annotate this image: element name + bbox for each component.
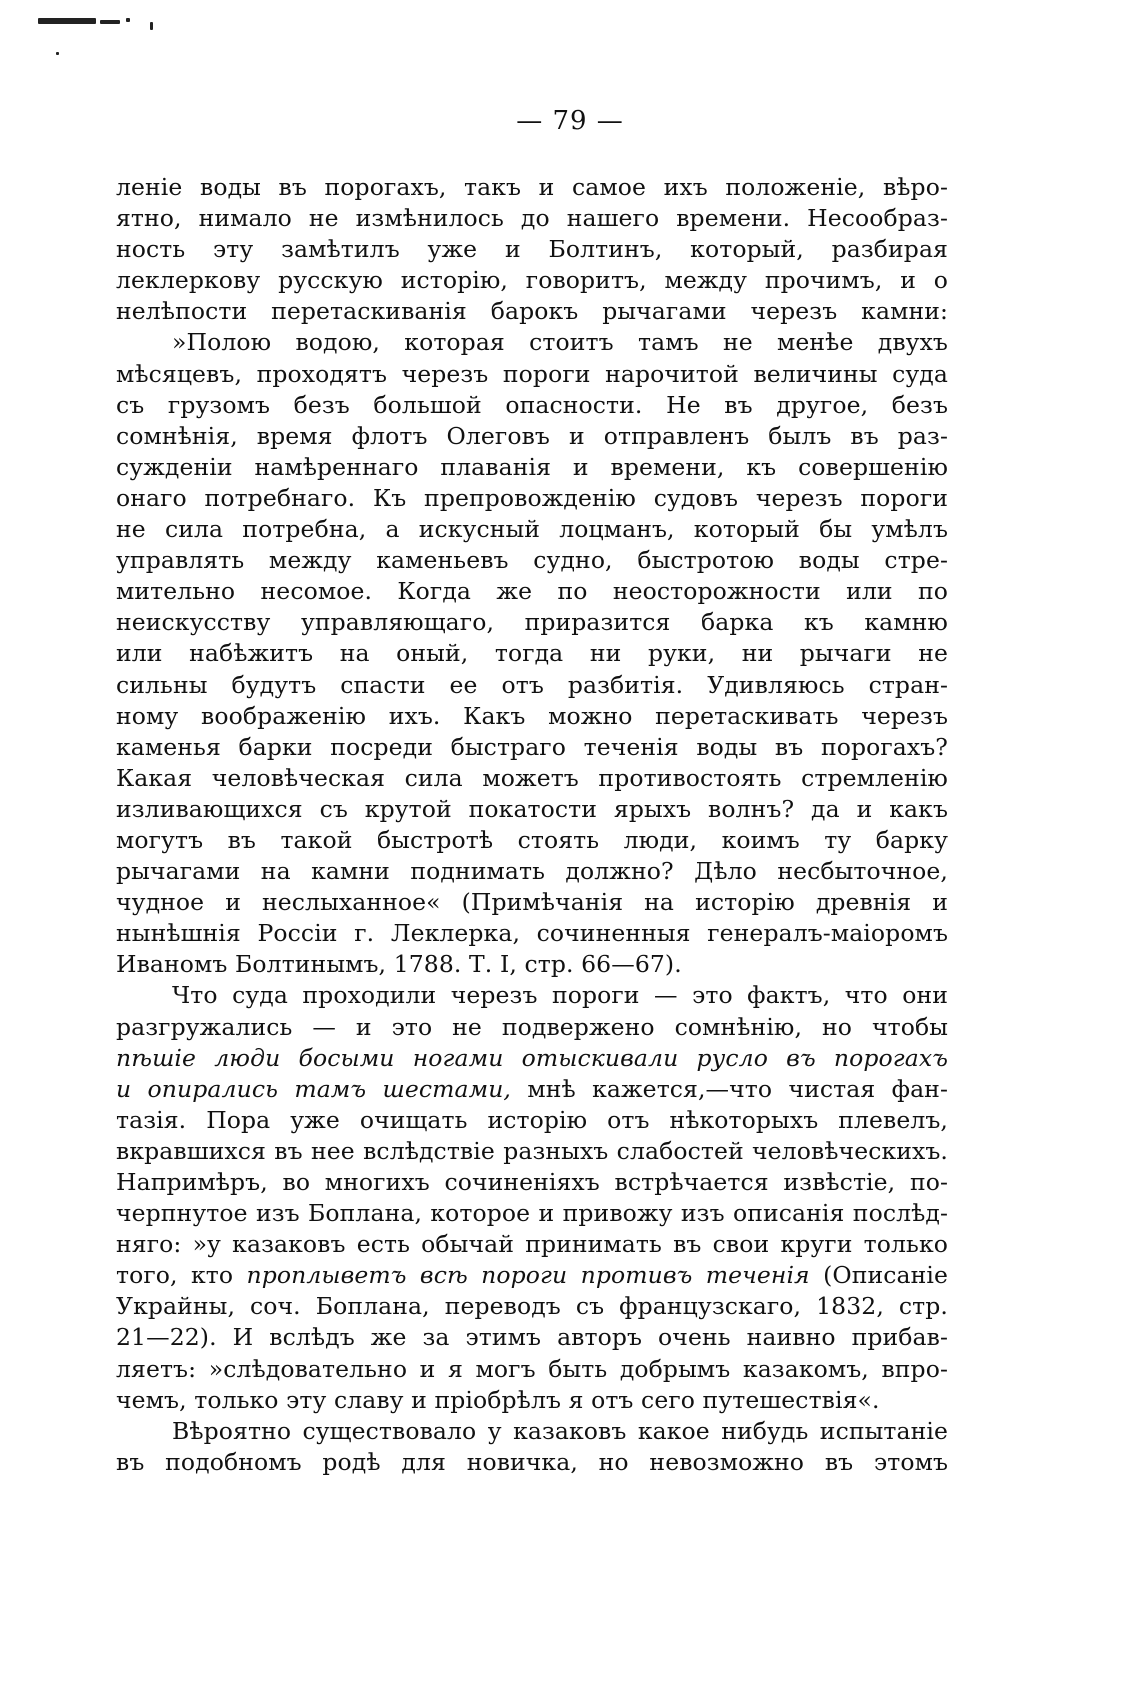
text-line xyxy=(116,514,948,545)
text-run: Иваномъ Болтинымъ, 1788. Т. I, стр. 66—67). xyxy=(116,950,682,979)
text-run: могутъ въ такой быстротѣ стоять люди, коимъ ту барку xyxy=(116,825,948,854)
text-line xyxy=(116,359,948,390)
text-line xyxy=(116,701,948,732)
text-line xyxy=(116,1167,948,1198)
text-run: Какая человѣческая сила можетъ противостоять стремленію xyxy=(116,763,948,792)
text-run: »Полою водою, которая стоитъ тамъ не менѣе двухъ xyxy=(172,328,948,357)
text-line xyxy=(116,856,948,887)
text-run: мнѣ кажется,—что чистая фан- xyxy=(511,1074,948,1103)
text-line xyxy=(116,1074,948,1105)
text-run: не сила потребна, а искусный лоцманъ, который бы умѣлъ xyxy=(116,515,948,544)
text-line xyxy=(116,1385,948,1416)
text-line xyxy=(116,296,948,327)
italic-text: пѣшіе люди босыми ногами отыскивали русло въ порогахъ xyxy=(116,1043,948,1072)
text-line xyxy=(116,390,948,421)
text-run: 21—22). И вслѣдъ же за этимъ авторъ очень наивно прибав- xyxy=(116,1323,948,1352)
text-run: Что суда проходили черезъ пороги — это фактъ, что они xyxy=(172,981,948,1010)
text-line xyxy=(116,980,948,1011)
text-run: ность эту замѣтилъ уже и Болтинъ, который, разбирая xyxy=(116,235,948,264)
text-line xyxy=(116,1447,948,1478)
text-run: чудное и неслыханное« (Примѣчанія на исторію древнія и xyxy=(116,888,948,917)
text-run: леніе воды въ порогахъ, такъ и самое ихъ положеніе, вѣро- xyxy=(116,173,948,201)
text-line xyxy=(116,421,948,452)
text-run: въ подобномъ родѣ для новичка, но невозможно въ этомъ xyxy=(116,1447,948,1476)
text-run: нынѣшнія Россіи г. Леклерка, сочиненныя генералъ-маіоромъ xyxy=(116,919,948,948)
scan-speck xyxy=(56,52,59,55)
text-line xyxy=(116,1105,948,1136)
text-line xyxy=(116,1291,948,1322)
text-run: мительно несомое. Когда же по неосторожности или по xyxy=(116,577,948,606)
text-line xyxy=(116,732,948,763)
text-run: ятно, нимало не измѣнилось до нашего времени. Несообраз- xyxy=(116,204,948,233)
text-line xyxy=(116,1043,948,1074)
text-run: нелѣпости перетаскиванія барокъ рычагами черезъ камни: xyxy=(116,297,948,326)
text-line xyxy=(116,1012,948,1043)
text-line xyxy=(116,949,948,980)
text-line xyxy=(116,576,948,607)
text-line xyxy=(116,203,948,234)
text-run: или набѣжитъ на оный, тогда ни руки, ни рычаги не xyxy=(116,639,948,668)
text-run: сомнѣнія, время флотъ Олеговъ и отправленъ былъ въ раз- xyxy=(116,421,948,450)
text-line xyxy=(116,545,948,576)
text-line xyxy=(116,483,948,514)
text-run: леклеркову русскую исторію, говоритъ, между прочимъ, и о xyxy=(116,266,948,295)
text-run: съ грузомъ безъ большой опасности. Не въ другое, безъ xyxy=(116,390,948,419)
text-line xyxy=(116,265,948,296)
text-run: рычагами на камни поднимать должно? Дѣло несбыточное, xyxy=(116,857,948,886)
text-run: изливающихся съ крутой покатости ярыхъ волнъ? да и какъ xyxy=(116,794,948,823)
text-line xyxy=(116,1198,948,1229)
text-line xyxy=(116,1416,948,1447)
text-line xyxy=(116,918,948,949)
text-run: вкравшихся въ нее вслѣдствіе разныхъ слабостей человѣческихъ. xyxy=(116,1136,948,1165)
text-line xyxy=(116,234,948,265)
text-line xyxy=(116,452,948,483)
text-line xyxy=(116,327,948,358)
text-run: ляетъ: »слѣдовательно и я могъ быть добрымъ казакомъ, впро- xyxy=(116,1354,948,1383)
text-line xyxy=(116,1229,948,1260)
text-line xyxy=(116,607,948,638)
text-line xyxy=(116,1136,948,1167)
text-line xyxy=(116,638,948,669)
scan-speck xyxy=(100,20,120,24)
text-line xyxy=(116,763,948,794)
text-line xyxy=(116,794,948,825)
text-run: черпнутое изъ Боплана, которое и привожу изъ описанія послѣд- xyxy=(116,1199,948,1228)
text-run: того, кто xyxy=(116,1261,247,1290)
text-run: онаго потребнаго. Къ препровожденію судовъ черезъ пороги xyxy=(116,483,948,512)
text-run: чемъ, только эту славу и пріобрѣлъ я отъ сего путешествія«. xyxy=(116,1385,880,1414)
page-number: — 79 — xyxy=(516,106,624,136)
text-run: управлять между каменьевъ судно, быстротою воды стре- xyxy=(116,546,948,575)
text-run: неискусству управляющаго, приразится барка къ камню xyxy=(116,608,948,637)
text-run: мѣсяцевъ, проходятъ черезъ пороги нарочитой величины суда xyxy=(116,359,948,388)
text-line xyxy=(116,1260,948,1291)
text-run: (Описаніе xyxy=(809,1261,948,1290)
scan-speck xyxy=(150,22,153,30)
text-run: Вѣроятно существовало у казаковъ какое нибудь испытаніе xyxy=(172,1416,948,1445)
scan-speck xyxy=(38,18,96,24)
text-line xyxy=(116,1354,948,1385)
text-run: сужденіи намѣреннаго плаванія и времени, къ совершенію xyxy=(116,452,948,481)
text-line xyxy=(116,825,948,856)
text-run: сильны будутъ спасти ее отъ разбитія. Удивляюсь стран- xyxy=(116,670,948,699)
text-run: разгружались — и это не подвержено сомнѣнію, но чтобы xyxy=(116,1012,948,1041)
text-line xyxy=(116,172,948,203)
text-run: няго: »у казаковъ есть обычай принимать въ свои круги только xyxy=(116,1230,948,1259)
text-line xyxy=(116,1322,948,1353)
scan-speck xyxy=(126,18,130,22)
italic-text: и опирались тамъ шестами, xyxy=(116,1074,511,1103)
text-run: ному воображенію ихъ. Какъ можно перетаскивать черезъ xyxy=(116,701,948,730)
text-run: Украйны, соч. Боплана, переводъ съ французскаго, 1832, стр. xyxy=(116,1292,948,1321)
text-run: каменья барки посреди быстраго теченія воды въ порогахъ? xyxy=(116,732,948,761)
text-run: тазія. Пора уже очищать исторію отъ нѣкоторыхъ плевелъ, xyxy=(116,1105,948,1134)
italic-text: проплыветъ всѣ пороги противъ теченія xyxy=(246,1261,810,1290)
text-line xyxy=(116,887,948,918)
text-run: Напримѣръ, во многихъ сочиненіяхъ встрѣчается извѣстіе, по- xyxy=(116,1168,948,1196)
text-line xyxy=(116,670,948,701)
body-text xyxy=(116,172,948,1478)
